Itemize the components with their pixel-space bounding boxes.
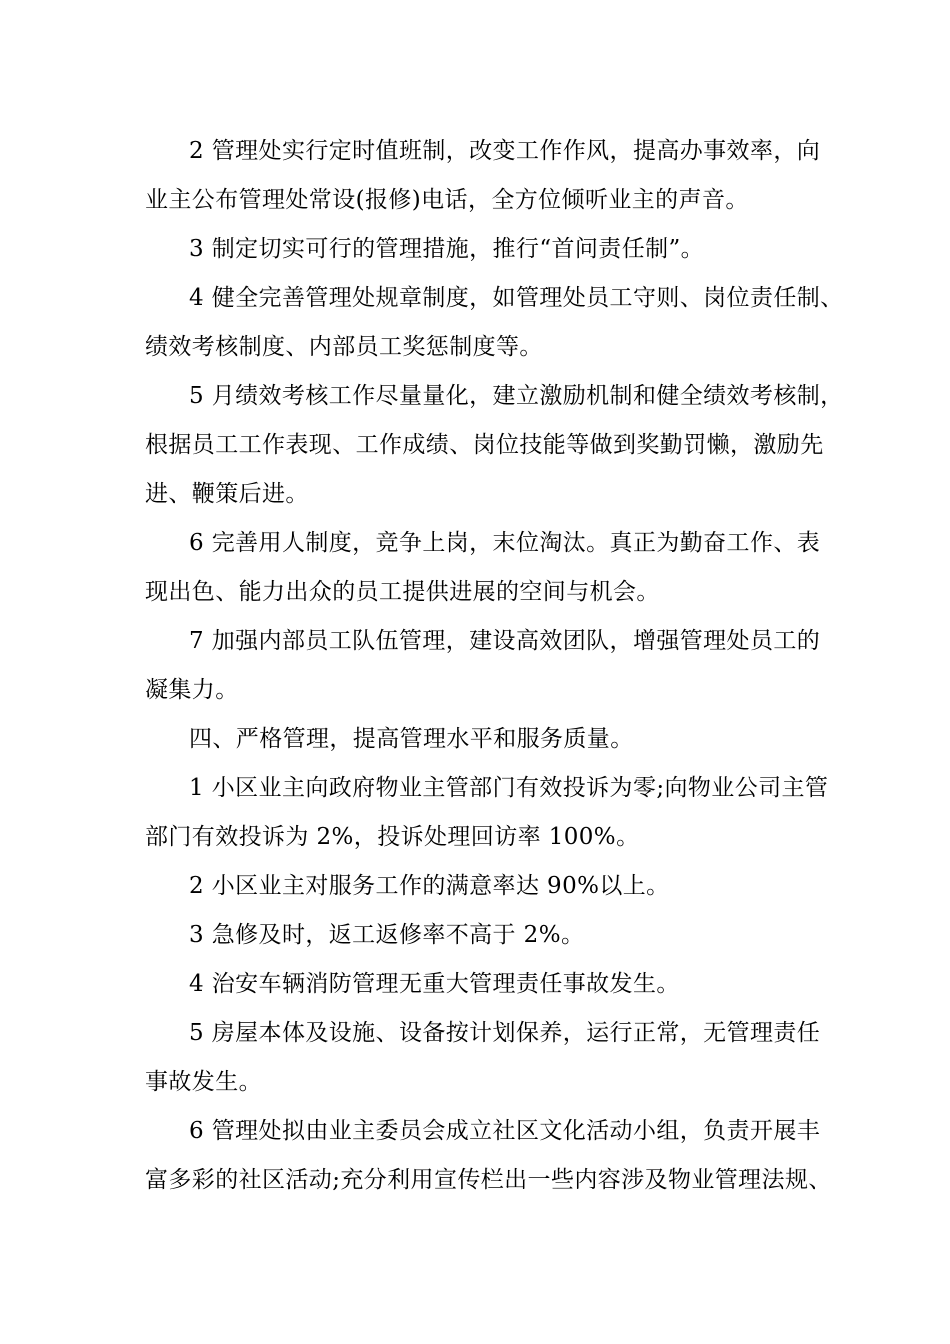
text-line: 6 完善用人制度，竞争上岗，末位淘汰。真正为勤奋工作、表 [189, 530, 821, 556]
text-line: 凝集力。 [145, 677, 239, 703]
text-line: 事故发生。 [145, 1069, 262, 1095]
text-line: 3 急修及时，返工返修率不高于 2%。 [189, 922, 585, 948]
section-heading: 四、严格管理，提高管理水平和服务质量。 [189, 726, 634, 752]
text-line: 1 小区业主向政府物业主管部门有效投诉为零;向物业公司主管 [189, 775, 829, 801]
text-line: 5 月绩效考核工作尽量量化，建立激励机制和健全绩效考核制， [189, 383, 844, 409]
text-line: 进、鞭策后进。 [145, 481, 309, 507]
text-line: 2 小区业主对服务工作的满意率达 90%以上。 [189, 873, 670, 899]
text-line: 2 管理处实行定时值班制，改变工作作风，提高办事效率，向 [189, 138, 821, 164]
text-line: 3 制定切实可行的管理措施，推行“首问责任制”。 [189, 236, 705, 262]
text-line: 现出色、能力出众的员工提供进展的空间与机会。 [145, 579, 660, 605]
text-line: 6 管理处拟由业主委员会成立社区文化活动小组，负责开展丰 [189, 1118, 821, 1144]
text-line: 绩效考核制度、内部员工奖惩制度等。 [145, 334, 543, 360]
text-line: 4 健全完善管理处规章制度，如管理处员工守则、岗位责任制、 [189, 285, 844, 311]
document-page [145, 132, 844, 1210]
text-line: 4 治安车辆消防管理无重大管理责任事故发生。 [189, 971, 680, 997]
text-line: 业主公布管理处常设(报修)电话，全方位倾听业主的声音。 [145, 187, 749, 213]
text-line: 7 加强内部员工队伍管理，建设高效团队，增强管理处员工的 [189, 628, 821, 654]
text-line: 部门有效投诉为 2%，投诉处理回访率 100%。 [145, 824, 640, 850]
text-line: 富多彩的社区活动;充分利用宣传栏出一些内容涉及物业管理法规、 [145, 1167, 832, 1193]
text-line: 5 房屋本体及设施、设备按计划保养，运行正常，无管理责任 [189, 1020, 821, 1046]
text-line: 根据员工工作表现、工作成绩、岗位技能等做到奖勤罚懒，激励先 [145, 432, 824, 458]
